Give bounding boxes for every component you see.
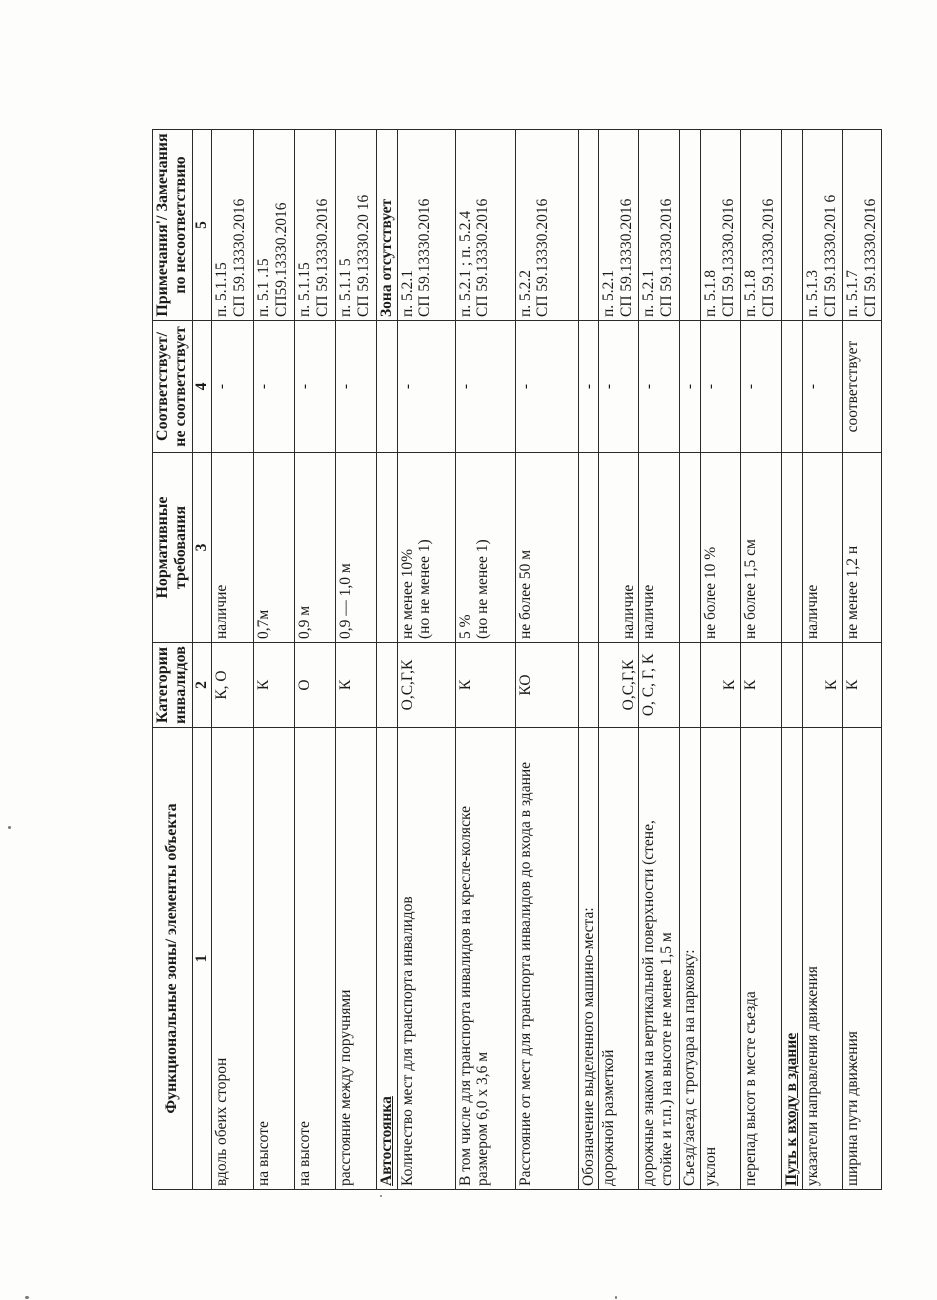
cell-requirement: наличие: [211, 453, 253, 643]
cell-category: К: [253, 643, 294, 728]
column-number: 1: [192, 728, 211, 1190]
cell-category: О,С,Г,К: [599, 643, 639, 728]
cell-compliance: -: [639, 321, 680, 453]
cell-element: ширина пути движения: [843, 728, 882, 1190]
column-number: 4: [192, 321, 211, 453]
scan-speck: [615, 1296, 617, 1299]
cell-element: уклон: [701, 728, 741, 1190]
cell-compliance: -: [741, 321, 782, 453]
element-line: В том числе для транспорта инвалидов на кресле-коляске: [456, 806, 474, 1186]
cell-element: вдоль обеих сторон: [211, 728, 253, 1190]
cell-compliance: -: [599, 321, 639, 453]
cell-category: О,С,Г,К: [397, 643, 455, 728]
note-clause: п. 5.2.2: [516, 269, 534, 317]
cell-requirement: наличие: [803, 453, 843, 643]
note-standard: СП 59.13330.2016: [416, 198, 434, 317]
cell-requirement: 0,9 м: [294, 453, 335, 643]
column-number: 2: [192, 643, 211, 728]
table-row: [680, 130, 701, 1190]
note-standard: СП59.13330.2016: [272, 202, 290, 317]
note-clause: п. 5.2.1: [600, 269, 618, 317]
cell-requirement: [455, 453, 515, 643]
cell-element: на высоте: [253, 728, 294, 1190]
table-row: [294, 130, 335, 1190]
cell-category: [578, 643, 599, 728]
column-number-row: [192, 130, 211, 1190]
note-clause: п. 5.1 .15: [254, 258, 272, 317]
table-row: [578, 130, 599, 1190]
note-clause: п. 5.2.1 ; п. 5.2.4: [456, 210, 474, 317]
cell-note: [782, 130, 803, 321]
header-notes: Примечания'/ Замечания по несоответствию: [153, 130, 193, 321]
cell-note: [515, 130, 578, 321]
table-row: [211, 130, 253, 1190]
cell-note: [455, 130, 515, 321]
cell-note: [335, 130, 376, 321]
scan-speck: [25, 1296, 29, 1299]
cell-element: Обозначение выделенного машино-места:: [578, 728, 599, 1190]
note-standard: СП 59.13330.2016: [474, 198, 492, 317]
cell-requirement: 0,9 — 1,0 м: [335, 453, 376, 643]
table-row: [843, 130, 882, 1190]
cell-note: [599, 130, 639, 321]
note-standard: СП 59.13330.2016: [720, 198, 738, 317]
cell-compliance: -: [515, 321, 578, 453]
accessibility-checklist-table: [152, 129, 882, 1190]
cell-category: К, О: [211, 643, 253, 728]
note-clause: п. 5.1.15: [212, 262, 230, 317]
cell-element: Количество мест для транспорта инвалидов: [397, 728, 455, 1190]
note-clause: п. 5.1.8: [702, 269, 720, 317]
cell-note: [843, 130, 882, 321]
cell-element: дорожной разметкой: [599, 728, 639, 1190]
section-title: Путь к входу в здание: [782, 728, 803, 1190]
note-standard: СП 59.13330.20 16: [354, 194, 372, 317]
cell-requirement: наличие: [639, 453, 680, 643]
cell-requirement: [376, 453, 397, 643]
note-standard: СП 59.13330.2016: [230, 198, 248, 317]
table-row: [253, 130, 294, 1190]
note-standard: СП 59.13330.2016: [534, 198, 552, 317]
table-row: [639, 130, 680, 1190]
column-number: 5: [192, 130, 211, 321]
cell-requirement: 0,7м: [253, 453, 294, 643]
note-standard: СП 59.13330.2016: [313, 198, 331, 317]
cell-category: К: [455, 643, 515, 728]
scan-speck: [8, 826, 11, 829]
cell-compliance: -: [253, 321, 294, 453]
cell-compliance: -: [335, 321, 376, 453]
section-title: Автостоянка: [376, 728, 397, 1190]
note-standard: СП 59.13330.2016: [618, 198, 636, 317]
cell-category: К: [701, 643, 741, 728]
cell-note: [294, 130, 335, 321]
cell-note: [397, 130, 455, 321]
cell-category: [376, 643, 397, 728]
cell-compliance: -: [294, 321, 335, 453]
cell-category: К: [803, 643, 843, 728]
cell-category: К: [335, 643, 376, 728]
note-clause: п. 5.1.1 5: [336, 258, 354, 317]
table-row: [741, 130, 782, 1190]
cell-element: на высоте: [294, 728, 335, 1190]
cell-note: [701, 130, 741, 321]
cell-compliance: -: [680, 321, 701, 453]
note-clause: п. 5.1.8: [742, 269, 760, 317]
cell-note: [639, 130, 680, 321]
cell-compliance: [782, 321, 803, 453]
header-compliance: Соответствует/ не соответствует: [153, 321, 193, 453]
cell-compliance: -: [397, 321, 455, 453]
rotated-table-container: [152, 130, 912, 1190]
note-clause: п. 5.1.15: [295, 262, 313, 317]
cell-category: [782, 643, 803, 728]
cell-element: Расстояние от мест для транспорта инвалидов до входа в здание: [515, 728, 578, 1190]
cell-compliance: -: [803, 321, 843, 453]
cell-note: Зона отсутствует: [376, 130, 397, 321]
note-standard: СП 59.13330.2016: [658, 198, 676, 317]
cell-category: К: [843, 643, 882, 728]
cell-requirement: наличие: [599, 453, 639, 643]
table-row: [701, 130, 741, 1190]
cell-note: [211, 130, 253, 321]
cell-element: указатели направления движения: [803, 728, 843, 1190]
header-requirements: Нормативные требования: [153, 453, 193, 643]
element-line: стойке и т.п.) на высоте не менее 1,5 м: [658, 932, 676, 1186]
cell-category: О, С, Г, К: [639, 643, 680, 728]
header-categories: Категории инвалидов: [153, 643, 193, 728]
table-row: [455, 130, 515, 1190]
cell-category: О: [294, 643, 335, 728]
cell-note: [680, 130, 701, 321]
cell-requirement: [397, 453, 455, 643]
cell-compliance: -: [211, 321, 253, 453]
table-row: [515, 130, 578, 1190]
cell-compliance: -: [701, 321, 741, 453]
element-line: дорожные знаком на вертикальной поверхности (стене,: [640, 820, 658, 1186]
note-standard: СП 59.13330.201 6: [821, 194, 839, 317]
requirement-line: (но не менее 1): [416, 539, 434, 639]
cell-element: расстояние между поручнями: [335, 728, 376, 1190]
cell-requirement: не более 10 %: [701, 453, 741, 643]
cell-element: Съезд/заезд с тротуара на парковку:: [680, 728, 701, 1190]
cell-compliance: [376, 321, 397, 453]
cell-category: [680, 643, 701, 728]
cell-compliance: -: [578, 321, 599, 453]
section-row: [376, 130, 397, 1190]
cell-element: [455, 728, 515, 1190]
note-clause: п. 5.2.1: [398, 269, 416, 317]
element-line: размером 6,0 х 3,6 м: [474, 1051, 492, 1186]
header-zones: Функциональные зоны/ элементы объекта: [153, 728, 193, 1190]
table-row: [803, 130, 843, 1190]
cell-note: [803, 130, 843, 321]
cell-compliance: -: [455, 321, 515, 453]
cell-compliance: соответствует: [843, 321, 882, 453]
cell-note: [578, 130, 599, 321]
requirement-line: (но не менее 1): [474, 539, 492, 639]
note-standard: СП 59.13330.2016: [760, 198, 778, 317]
cell-category: К: [741, 643, 782, 728]
cell-element: [639, 728, 680, 1190]
cell-requirement: [578, 453, 599, 643]
cell-requirement: не более 1,5 см: [741, 453, 782, 643]
note-clause: п. 5.2.1: [640, 269, 658, 317]
cell-requirement: не менее 1,2 н: [843, 453, 882, 643]
cell-note: [253, 130, 294, 321]
section-row: [782, 130, 803, 1190]
cell-requirement: не более 50 м: [515, 453, 578, 643]
cell-note: [741, 130, 782, 321]
note-standard: СП 59.13330.2016: [861, 198, 879, 317]
cell-requirement: [680, 453, 701, 643]
column-number: 3: [192, 453, 211, 643]
cell-category: КО: [515, 643, 578, 728]
header-row: [153, 130, 193, 1190]
scan-speck: [380, 1195, 382, 1197]
table-row: [599, 130, 639, 1190]
note-clause: п. 5.1.7: [844, 269, 862, 317]
table-row: [397, 130, 455, 1190]
requirement-line: 5 %: [456, 614, 474, 639]
cell-requirement: [782, 453, 803, 643]
table-row: [335, 130, 376, 1190]
requirement-line: не менее 10%: [398, 548, 416, 639]
cell-element: перепад высот в месте съезда: [741, 728, 782, 1190]
note-clause: п. 5.1.3: [804, 269, 822, 317]
